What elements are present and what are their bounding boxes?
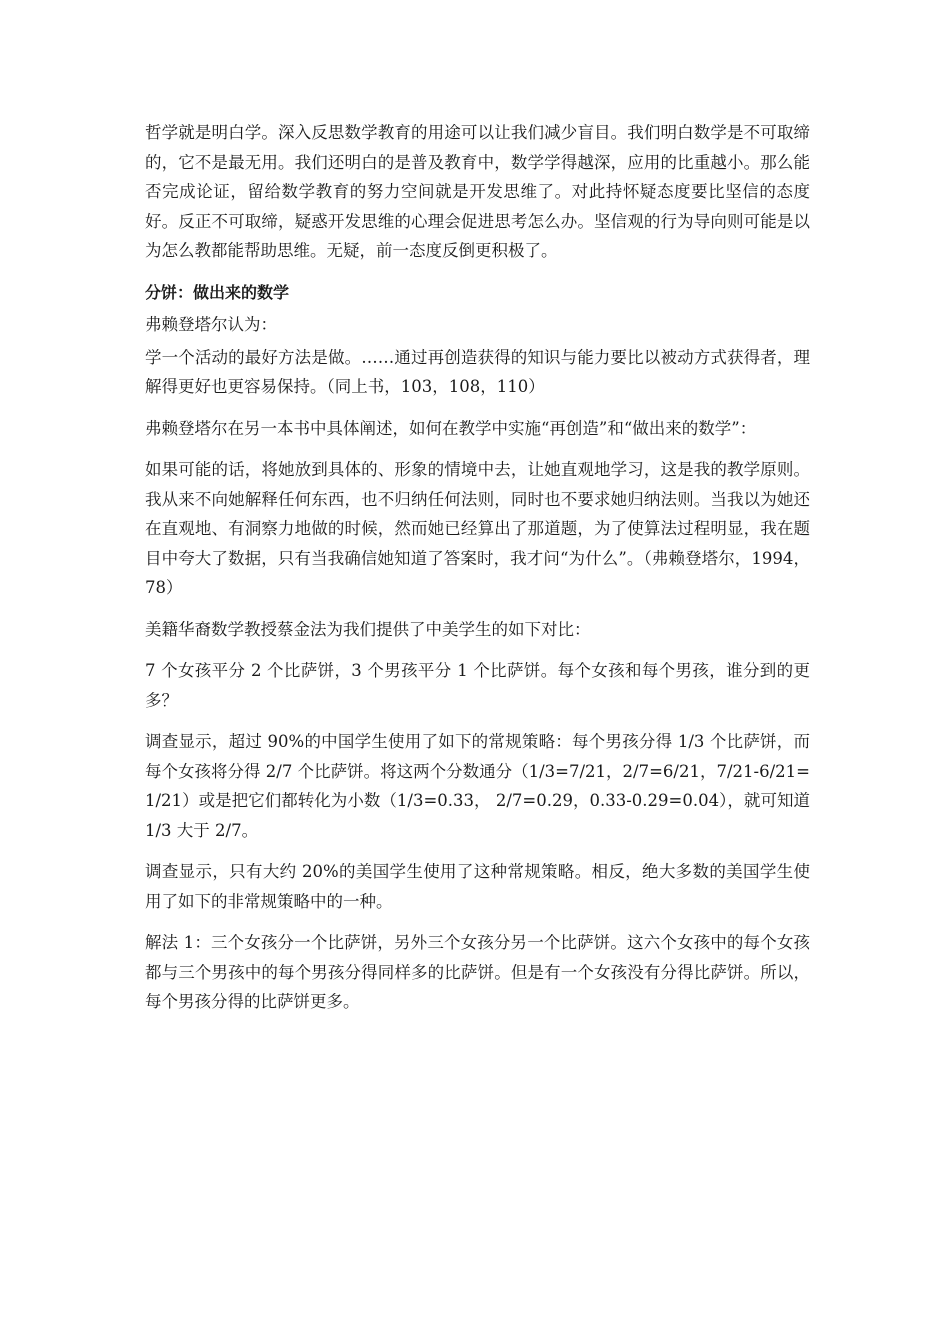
paragraph-philosophy: 哲学就是明白学。深入反思数学教育的用途可以让我们减少盲目。我们明白数学是不可取缔的，它不是最无用。我们还明白的是普及教育中，数学学得越深，应用的比重越小。那么能否完成论证，留给数学教育的努力空间就是开发思维了。对此持怀疑态度要比坚信的态度好。反正不可取缔，疑惑开发思维的心理会促进思考怎么办。坚信观的行为导向则可能是以为怎么教都能帮助思维。无疑，前一态度反倒更积极了。 [145,123,810,260]
document-page [145,118,810,1029]
section-heading: 分饼：做出来的数学 [145,282,290,302]
paragraph-quote-teaching: 如果可能的话，将她放到具体的、形象的情境中去，让她直观地学习，这是我的教学原则。我从来不向她解释任何东西，也不归纳任何法则，同时也不要求她归纳法则。当我以为她还在直观地、有洞察力地做的时候，然而她已经算出了那道题，为了使算法过程明显，我在题目中夸大了数据，只有当我确信她知道了答案时，我才问“为什么”。（弗赖登塔尔，1994，78） [145,460,810,597]
paragraph-freudenthal-another-book: 弗赖登塔尔在另一本书中具体阐述，如何在教学中实施“再创造”和“做出来的数学”： [145,418,757,438]
paragraph-pizza-problem: 7 个女孩平分 2 个比萨饼，3 个男孩平分 1 个比萨饼。每个女孩和每个男孩，谁分到的更多？ [145,661,810,710]
paragraph-cai-comparison: 美籍华裔数学教授蔡金法为我们提供了中美学生的如下对比： [145,619,591,639]
paragraph-solution-1: 解法 1：三个女孩分一个比萨饼，另外三个女孩分另一个比萨饼。这六个女孩中的每个女孩都与三个男孩中的每个男孩分得同样多的比萨饼。但是有一个女孩没有分得比萨饼。所以，每个男孩分得的比萨饼更多。 [145,933,810,1011]
paragraph-chinese-strategy: 调查显示，超过 90%的中国学生使用了如下的常规策略：每个男孩分得 1/3 个比萨饼，而每个女孩将分得 2/7 个比萨饼。将这两个分数通分（1/3=7/21，2/7=6/21，7/21-6/21=1/21）或是把它们都转化为小数（1/3=0.33， 2/7=0.29，0.33-0.29=0.04），就可知道 1/3 大于 2/7。 [145,732,810,840]
paragraph-american-strategy: 调查显示，只有大约 20%的美国学生使用了这种常规策略。相反，绝大多数的美国学生使用了如下的非常规策略中的一种。 [145,862,810,911]
paragraph-quote-learning: 学一个活动的最好方法是做。……通过再创造获得的知识与能力要比以被动方式获得者，理解得更好也更容易保持。（同上书，103，108，110） [145,347,810,396]
paragraph-freudenthal-intro: 弗赖登塔尔认为： [145,315,277,334]
